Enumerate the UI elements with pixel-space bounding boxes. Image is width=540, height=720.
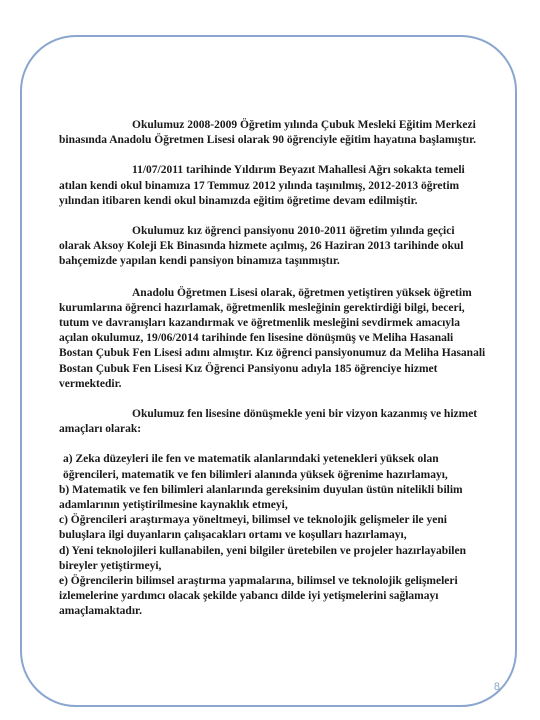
paragraph-history: Okulumuz 2008-2009 Öğretim yılında Çubuk Mesleki Eğitim Merkezi binasında Anadolu Öğretmen Lisesi olarak 90 öğrenciyle eğitim hayatına başlamıştır. — [59, 119, 477, 147]
goals-list — [59, 452, 489, 619]
page-number: 8 — [493, 681, 500, 693]
goal-item-e: e) Öğrencilerin bilimsel araştırma yapmalarına, bilimsel ve teknolojik gelişmeleri izlemelerine yardımcı olacak şekilde yabancı dilde iyi yetişmelerini sağlamayı amaçlamaktadır. — [59, 575, 458, 618]
goal-item-a: a) Zeka düzeyleri ile fen ve matematik alanlarındaki yetenekleri yüksek olan öğrencileri, matematik ve fen bilimleri alanında yüksek öğrenime hazırlamayı, — [63, 453, 448, 481]
goal-item-d: d) Yeni teknolojileri kullanabilen, yeni bilgiler üretebilen ve projeler hazırlayabilen bireyler yetiştirmeyi, — [59, 544, 466, 572]
document-body — [59, 118, 489, 620]
goal-item-b: b) Matematik ve fen bilimleri alanlarında gereksinim duyulan üstün nitelikli bilim adamlarının yetiştirilmesine kaynaklık etmeyi, — [59, 483, 463, 512]
paragraph-dormitory: Okulumuz kız öğrenci pansiyonu 2010-2011 öğretim yılında geçici olarak Aksoy Koleji Ek Binasında hizmete açılmış, 26 Haziran 2013 tarihinde okul bahçemizde yapılan kendi pansiyon binamıza taşınmıştır. — [59, 225, 464, 268]
goal-item-c: c) Öğrencileri araştırmaya yöneltmeyi, bilimsel ve teknolojik gelişmeler ile yeni buluşlara ilgi duyanların çalışacakları ortamı ve koşulları hazırlamayı, — [59, 514, 447, 542]
paragraph-transformation: Anadolu Öğretmen Lisesi olarak, öğretmen yetiştiren yüksek öğretim kurumlarına öğrenci hazırlamak, öğretmenlik mesleğinin gerektirdiği bilgi, beceri, tutum ve davranışları kazandırmak ve öğretmenlik mesleğini sevdirmek amacıyla açılan okulumuz, 19/06/2014 tarihinde fen lisesine dönüşmüş ve Meliha Hasanali Bostan Çubuk Fen Lisesi adını almıştır. Kız öğrenci pansiyonumuz da Meliha Hasanali Bostan Çubuk Fen Lisesi Kız Öğrenci Pansiyonu adıyla 185 öğrenciye hizmet vermektedir. — [59, 286, 486, 390]
paragraph-building: 11/07/2011 tarihinde Yıldırım Beyazıt Mahallesi Ağrı sokakta temeli atılan kendi okul binamıza 17 Temmuz 2012 yılında taşınılmış, 2012-2013 öğretim yılından itibaren kendi okul binamızda eğitim öğretime devam edilmiştir. — [59, 164, 465, 207]
paragraph-vision-intro: Okulumuz fen lisesine dönüşmekle yeni bir vizyon kazanmış ve hizmet amaçları olarak: — [59, 408, 478, 436]
